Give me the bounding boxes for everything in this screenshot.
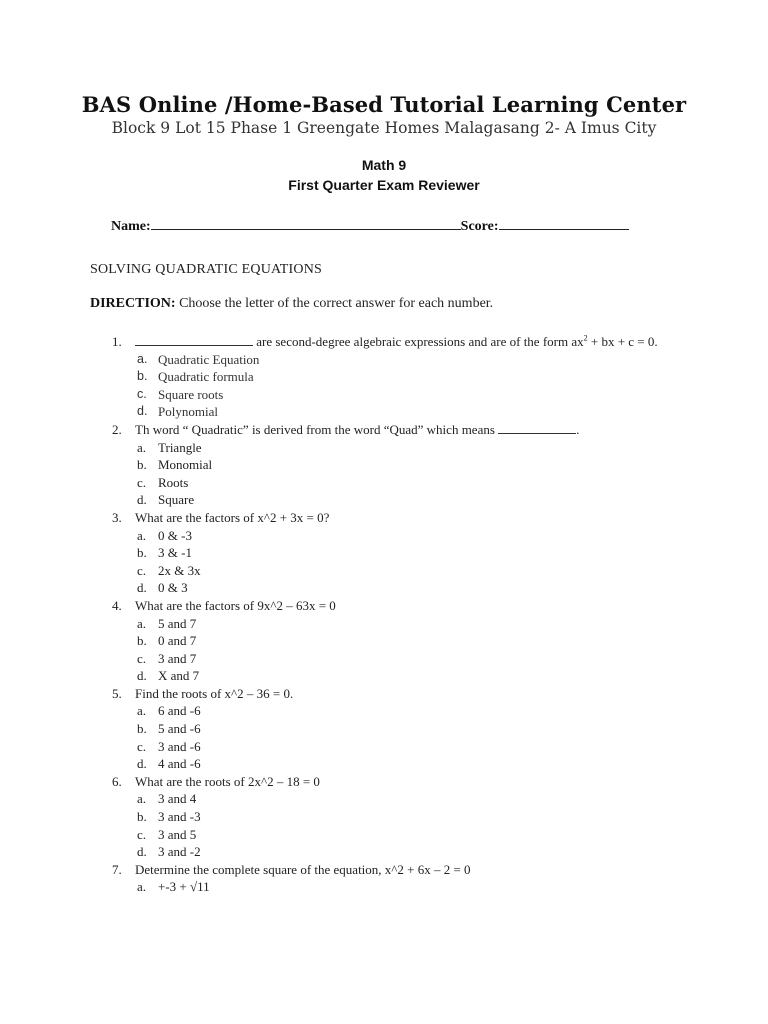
option-letter: c.: [137, 562, 147, 578]
question-text: What are the factors of x^2 + 3x = 0?: [135, 509, 330, 525]
question-item: [112, 597, 682, 615]
subject-heading: Math 9: [361, 157, 407, 173]
option-text: 3 and -6: [158, 738, 201, 754]
question-number: 4.: [112, 597, 122, 613]
question-text: Th word “ Quadratic” is derived from the word “Quad” which means: [135, 421, 499, 437]
question-number: 6.: [112, 773, 122, 789]
question-item: [112, 861, 682, 879]
option-letter: d.: [137, 404, 148, 419]
option-item: [112, 386, 682, 404]
option-letter: b.: [137, 633, 147, 649]
answer-blank: [498, 421, 576, 434]
option-letter: b.: [137, 457, 147, 473]
option-letter: a.: [137, 527, 147, 543]
option-item: [112, 474, 682, 492]
option-letter: b.: [137, 545, 147, 561]
option-text: 3 and -2: [158, 844, 201, 860]
question-text: What are the roots of 2x^2 – 18 = 0: [135, 773, 320, 789]
option-text: Roots: [158, 474, 189, 490]
option-item: [112, 826, 682, 844]
question-number: 5.: [112, 685, 122, 701]
option-text: 5 and 7: [158, 615, 197, 631]
question-item: [112, 421, 682, 439]
option-text: 3 & -1: [158, 545, 192, 561]
option-item: [112, 878, 682, 896]
option-text: 0 & -3: [158, 527, 192, 543]
option-item: [112, 562, 682, 580]
option-text: 3 and 4: [158, 791, 197, 807]
document-title: BAS Online /Home-Based Tutorial Learning Center: [81, 92, 687, 117]
direction-line: [90, 296, 493, 312]
option-letter: c.: [137, 826, 147, 842]
option-letter: a.: [137, 879, 147, 895]
option-text: Quadratic Equation: [158, 351, 260, 367]
option-text: 2x & 3x: [158, 562, 201, 578]
center-address: Block 9 Lot 15 Phase 1 Greengate Homes Malagasang 2- A Imus City: [111, 119, 657, 137]
option-text: 3 and -3: [158, 809, 201, 825]
option-letter: c.: [137, 738, 147, 754]
option-item: [112, 790, 682, 808]
option-item: [112, 403, 682, 421]
option-item: [112, 527, 682, 545]
option-letter: a.: [137, 351, 148, 366]
question-text: Determine the complete square of the equation, x^2 + 6x – 2 = 0: [135, 861, 471, 877]
option-letter: d.: [137, 668, 147, 684]
question-number: 2.: [112, 421, 122, 437]
option-item: [112, 755, 682, 773]
question-item: [112, 333, 682, 351]
option-letter: c.: [137, 474, 147, 490]
option-text: 0 and 7: [158, 633, 197, 649]
option-letter: a.: [137, 615, 147, 631]
option-letter: d.: [137, 580, 147, 596]
option-item: [112, 738, 682, 756]
question-item: [112, 509, 682, 527]
question-text: Find the roots of x^2 – 36 = 0.: [135, 685, 294, 701]
option-letter: d.: [137, 844, 147, 860]
option-item: [112, 579, 682, 597]
option-item: [112, 456, 682, 474]
option-letter: d.: [137, 756, 147, 772]
option-item: [112, 439, 682, 457]
superscript: 2: [583, 333, 588, 343]
option-item: [112, 843, 682, 861]
option-item: [112, 351, 682, 369]
option-letter: a.: [137, 791, 147, 807]
option-letter: c.: [137, 386, 147, 401]
question-item: [112, 773, 682, 791]
option-text: 6 and -6: [158, 703, 201, 719]
section-title: SOLVING QUADRATIC EQUATIONS: [90, 262, 322, 277]
question-item: [112, 685, 682, 703]
question-text-tail: + bx + c = 0.: [587, 334, 658, 349]
name-label: Name:: [111, 219, 151, 234]
score-label: Score:: [460, 219, 499, 234]
exam-heading: First Quarter Exam Reviewer: [288, 177, 480, 193]
option-text: +-3 + √11: [158, 879, 210, 895]
question-list: [112, 333, 682, 896]
answer-blank: [135, 333, 253, 346]
option-text: 0 & 3: [158, 580, 188, 596]
option-text: Monomial: [158, 457, 213, 473]
option-item: [112, 615, 682, 633]
option-letter: b.: [137, 721, 147, 737]
name-blank: [151, 215, 461, 230]
option-text: 5 and -6: [158, 721, 201, 737]
option-text: Square roots: [158, 386, 224, 402]
option-item: [112, 368, 682, 386]
option-item: [112, 702, 682, 720]
option-letter: b.: [137, 809, 147, 825]
question-number: 3.: [112, 509, 122, 525]
direction-label: DIRECTION:: [90, 296, 176, 311]
option-item: [112, 650, 682, 668]
option-item: [112, 720, 682, 738]
option-text: X and 7: [158, 668, 200, 684]
option-text: 3 and 7: [158, 650, 197, 666]
question-text: are second-degree algebraic expressions and are of the form ax: [253, 334, 584, 349]
option-item: [112, 632, 682, 650]
option-text: Triangle: [158, 439, 202, 455]
score-blank: [499, 215, 629, 230]
option-text: 4 and -6: [158, 756, 201, 772]
option-item: [112, 808, 682, 826]
option-letter: c.: [137, 650, 147, 666]
option-text: 3 and 5: [158, 826, 197, 842]
option-letter: a.: [137, 439, 147, 455]
option-text: Polynomial: [158, 404, 218, 420]
option-letter: a.: [137, 703, 147, 719]
question-number: 1.: [112, 334, 122, 349]
option-letter: b.: [137, 369, 148, 384]
question-text-tail: .: [576, 421, 580, 437]
question-text: What are the factors of 9x^2 – 63x = 0: [135, 597, 336, 613]
option-item: [112, 544, 682, 562]
option-text: Square: [158, 492, 195, 508]
option-letter: d.: [137, 492, 147, 508]
direction-text: Choose the letter of the correct answer for each number.: [179, 296, 494, 311]
name-score-line: [111, 215, 629, 235]
question-number: 7.: [112, 861, 122, 877]
option-text: Quadratic formula: [158, 369, 254, 385]
option-item: [112, 667, 682, 685]
option-item: [112, 491, 682, 509]
